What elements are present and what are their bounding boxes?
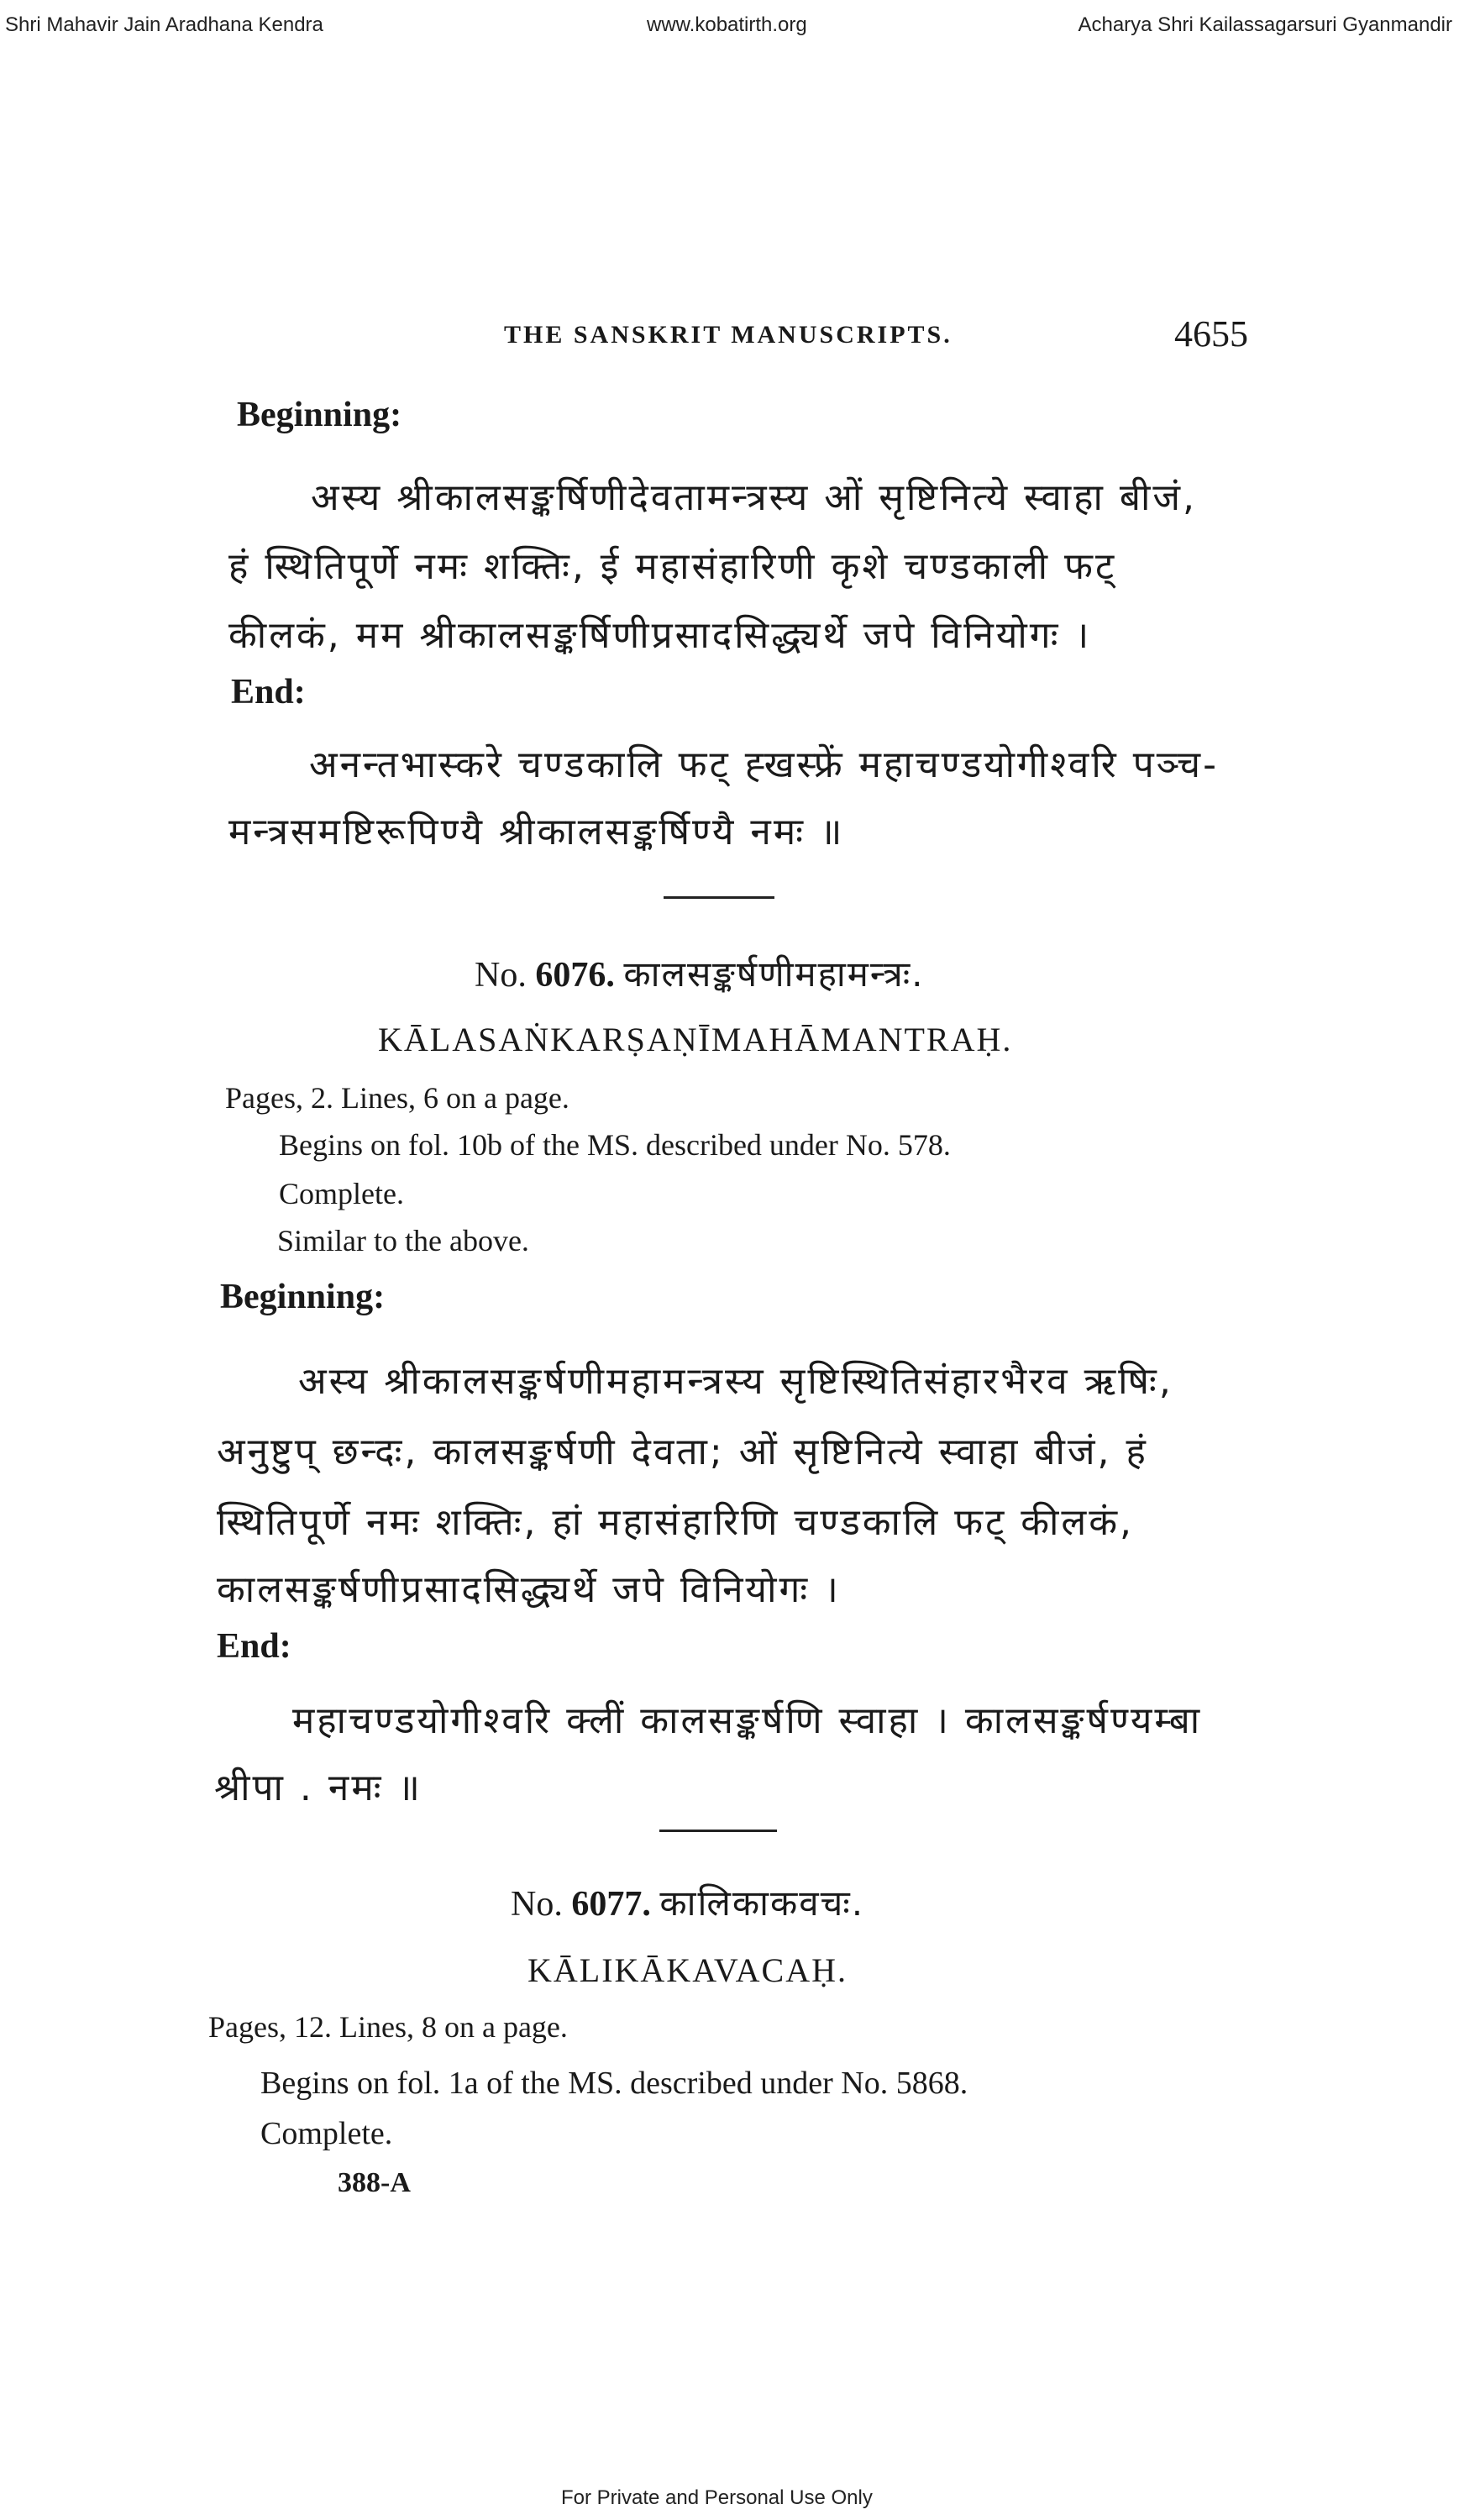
entry-6076-transliteration: KĀLASAṄKARṢAṆĪMAHĀMANTRAḤ.: [378, 1021, 1013, 1058]
running-title: THE SANSKRIT MANUSCRIPTS.: [504, 321, 953, 349]
entry-6076-end-line-2: श्रीपा . नमः ॥: [214, 1767, 422, 1809]
entry-6076-beginning-label: Beginning:: [220, 1278, 386, 1316]
section-divider-1: [664, 896, 774, 899]
header-left-text: Shri Mahavir Jain Aradhana Kendra: [5, 13, 323, 36]
entry-6076-beginning-line-3: स्थितिपूर्णे नमः शक्तिः, हां महासंहारिणि चण्डकालि फट् कीलकं,: [217, 1501, 1135, 1544]
prev-beginning-line-1: अस्य श्रीकालसङ्कर्षिणीदेवतामन्त्रस्य ओं सृष्टिनित्ये स्वाहा बीजं,: [311, 476, 1198, 519]
entry-6076-note: Similar to the above.: [277, 1224, 529, 1257]
entry-6076-heading: [475, 949, 925, 997]
header-right-text: Acharya Shri Kailassagarsuri Gyanmandir: [1078, 13, 1452, 36]
prev-end-line-2: मन्त्रसमष्टिरूपिण्यै श्रीकालसङ्कर्षिण्यै नमः ॥: [228, 811, 845, 853]
entry-6077-begins: Begins on fol. 1a of the MS. described under No. 5868.: [260, 2066, 968, 2101]
entry-6076-beginning-line-2: अनुष्टुप् छन्दः, कालसङ्कर्षणी देवता; ओं सृष्टिनित्ये स्वाहा बीजं, हं: [217, 1431, 1148, 1473]
entry-6076-end-line-1: महाचण्डयोगीश्वरि क्लीं कालसङ्कर्षणि स्वाहा । कालसङ्कर्षण्यम्बा: [292, 1699, 1203, 1742]
entry-6076-beginning-line-1: अस्य श्रीकालसङ्कर्षणीमहामन्त्रस्य सृष्टिस्थितिसंहारभैरव ऋषिः,: [298, 1360, 1173, 1403]
entry-6076-begins: Begins on fol. 10b of the MS. described under No. 578.: [279, 1128, 951, 1162]
entry-6076-number: 6076.: [535, 956, 615, 995]
prev-beginning-line-3: कीलकं, मम श्रीकालसङ्कर्षिणीप्रसादसिद्ध्यर्थे जपे विनियोगः ।: [228, 614, 1092, 657]
entry-6076-no-prefix: No.: [475, 956, 527, 995]
prev-beginning-label: Beginning:: [237, 396, 402, 434]
entry-6076-beginning-line-4: कालसङ्कर्षणीप्रसादसिद्ध्यर्थे जपे विनियोगः ।: [217, 1568, 841, 1611]
prev-end-line-1: अनन्तभास्करे चण्डकालि फट् ह्खस्फ्रें महाचण्डयोगीश्वरि पञ्च-: [309, 743, 1219, 786]
entry-6077-status: Complete.: [260, 2116, 393, 2151]
footer-notice: For Private and Personal Use Only: [561, 2486, 873, 2509]
page-number: 4655: [1174, 313, 1248, 354]
entry-6077-pages: Pages, 12. Lines, 8 on a page.: [208, 2010, 568, 2044]
prev-beginning-line-2: हं स्थितिपूर्णे नमः शक्तिः, ई महासंहारिणी कृशे चण्डकाली फट्: [228, 545, 1117, 588]
entry-6076-end-label: End:: [217, 1627, 291, 1666]
entry-6076-title-devanagari: कालसङ्कर्षणीमहामन्त्रः.: [623, 953, 925, 995]
signature-mark: 388-A: [338, 2167, 411, 2198]
entry-6077-heading: [511, 1878, 864, 1926]
entry-6077-transliteration: KĀLIKĀKAVACAḤ.: [527, 1951, 848, 1989]
entry-6077-number: 6077.: [571, 1885, 651, 1924]
entry-6076-status: Complete.: [279, 1177, 404, 1210]
header-website: www.kobatirth.org: [647, 13, 807, 36]
section-divider-2: [659, 1830, 777, 1832]
entry-6077-no-prefix: No.: [511, 1885, 563, 1924]
entry-6076-pages: Pages, 2. Lines, 6 on a page.: [225, 1081, 569, 1115]
prev-end-label: End:: [231, 673, 306, 711]
entry-6077-title-devanagari: कालिकाकवचः.: [659, 1882, 865, 1924]
